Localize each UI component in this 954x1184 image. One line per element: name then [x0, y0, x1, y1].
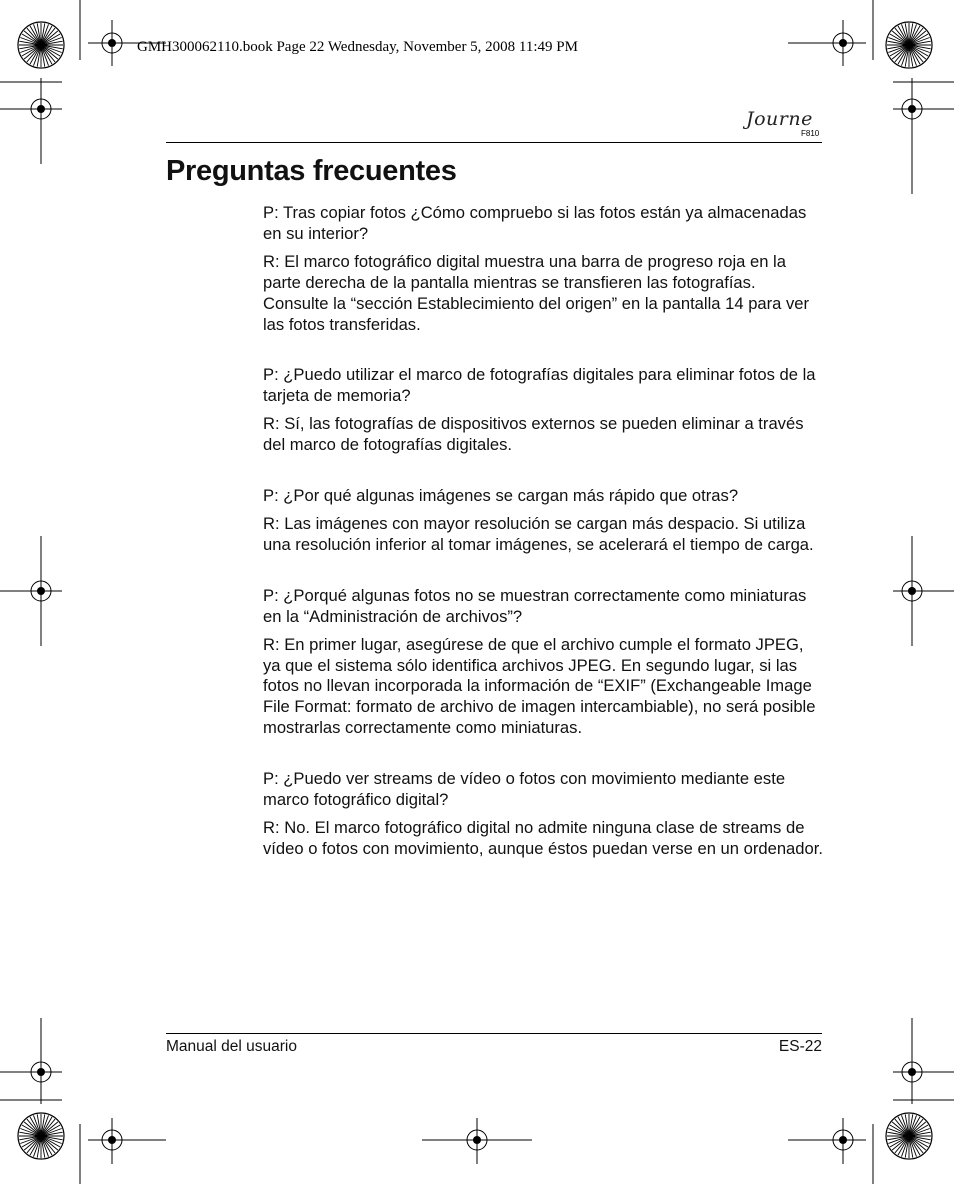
footer-rule: [166, 1033, 822, 1034]
faq-question: P: ¿Por qué algunas imágenes se cargan más rápido que otras?: [263, 486, 739, 506]
faq-answer: R: No. El marco fotográfico digital no admite ninguna clase de streams de vídeo o fotos con movimiento, aunque éstos puedan verse en un ordenador.: [263, 817, 823, 858]
faq-question: P: ¿Puedo utilizar el marco de fotografías digitales para eliminar fotos de la tarjeta de memoria?: [263, 365, 816, 406]
faq-item: [263, 486, 823, 556]
faq-question: P: Tras copiar fotos ¿Cómo compruebo si las fotos están ya almacenadas en su interior?: [263, 203, 807, 243]
journe-logo: Journe: [746, 108, 813, 130]
faq-item: [263, 365, 823, 456]
print-slug-header: GMH300062110.book Page 22 Wednesday, November 5, 2008 11:49 PM: [137, 39, 578, 55]
header-rule: [166, 142, 822, 143]
faq-item: [263, 586, 823, 739]
faq-answer: R: En primer lugar, asegúrese de que el archivo cumple el formato JPEG, ya que el sistema sólo identifica archivos JPEG. En segundo lugar, si las fotos no llevan incorporada la información de “EXIF” (Exchangeable Image File Format: formato de archivo de imagen intercambiable), no será posible mostrarlas correctamente como miniaturas.: [263, 634, 816, 738]
faq-answer: R: Las imágenes con mayor resolución se cargan más despacio. Si utiliza una resolución inferior al tomar imágenes, se acelerará el tiempo de carga.: [263, 513, 814, 554]
faq-answer: R: El marco fotográfico digital muestra una barra de progreso roja en la parte derecha de la pantalla mientras se transfieren las fotografías. Consulte la “sección Establecimiento del origen” en la pantalla 14 para ver las fotos transferidas.: [263, 251, 810, 334]
page-title: Preguntas frecuentes: [166, 155, 457, 187]
footer-manual-label: Manual del usuario: [166, 1038, 297, 1055]
faq-question: P: ¿Porqué algunas fotos no se muestran correctamente como miniaturas en la “Administración de archivos”?: [263, 585, 807, 626]
faq-item: [263, 769, 823, 860]
footer-page-number: ES-22: [778, 1038, 822, 1055]
faq-question: P: ¿Puedo ver streams de vídeo o fotos con movimiento mediante este marco fotográfico digital?: [263, 769, 786, 810]
faq-list: [263, 203, 823, 890]
faq-item: [263, 203, 823, 335]
model-number: F810: [801, 129, 820, 138]
faq-answer: R: Sí, las fotografías de dispositivos externos se pueden eliminar a través del marco de fotografías digitales.: [263, 414, 804, 455]
